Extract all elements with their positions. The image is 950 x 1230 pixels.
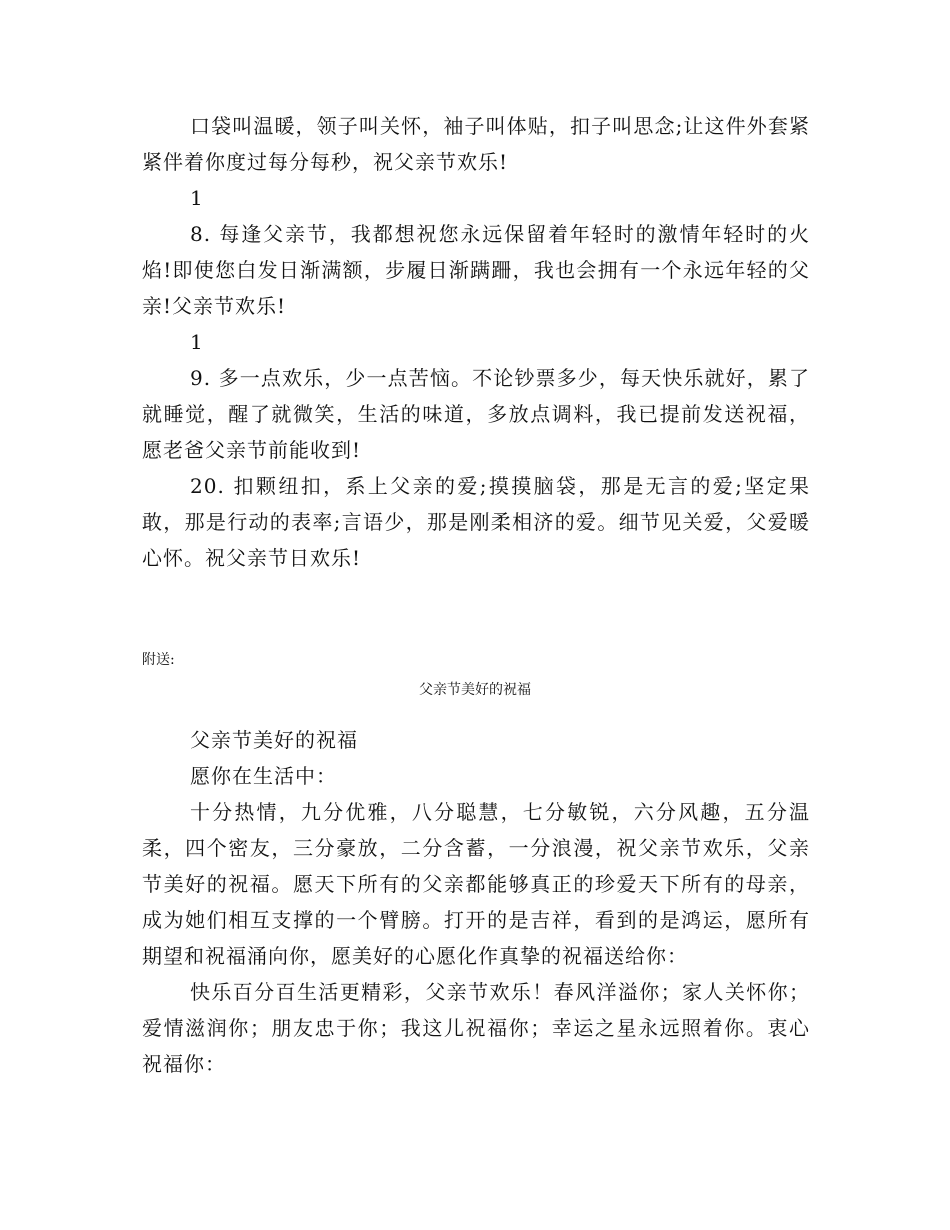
page-number-2: 1 xyxy=(190,330,203,354)
bottom-subheading: 愿你在生活中： xyxy=(190,764,337,788)
paragraph-happy: 快乐百分百生活更精彩，父亲节欢乐！春风洋溢你；家人关怀你；爱情滋润你；朋友忠于你；我这儿祝福你；幸运之星永远照着你。衷心祝福你： xyxy=(142,980,810,1076)
paragraph-20: 20. 扣颗纽扣，系上父亲的爱;摸摸脑袋，那是无言的爱;坚定果敢，那是行动的表率;言语少，那是刚柔相济的爱。细节见关爱，父爱暖心怀。祝父亲节日欢乐! xyxy=(142,474,810,570)
paragraph-coat: 口袋叫温暖，领子叫关怀，袖子叫体贴，扣子叫思念;让这件外套紧紧伴着你度过每分每秒，祝父亲节欢乐! xyxy=(142,114,810,174)
top-section xyxy=(142,108,810,576)
paragraph-9: 9. 多一点欢乐，少一点苦恼。不论钞票多少，每天快乐就好，累了就睡觉，醒了就微笑，生活的味道，多放点调料，我已提前发送祝福，愿老爸父亲节前能收到! xyxy=(142,366,810,462)
appendix-title: 父亲节美好的祝福 xyxy=(419,682,531,698)
paragraph-8: 8. 每逢父亲节，我都想祝您永远保留着年轻时的激情年轻时的火焰!即使您白发日渐满额，步履日渐蹒跚，我也会拥有一个永远年轻的父亲!父亲节欢乐! xyxy=(142,222,810,318)
paragraph-wishes: 十分热情，九分优雅，八分聪慧，七分敏锐，六分风趣，五分温柔，四个密友，三分豪放，二分含蓄，一分浪漫，祝父亲节欢乐，父亲节美好的祝福。愿天下所有的父亲都能够真正的珍爱天下所有的母亲，成为她们相互支撑的一个臂膀。打开的是吉祥，看到的是鸿运，愿所有期望和祝福涌向你，愿美好的心愿化作真挚的祝福送给你： xyxy=(142,800,810,968)
bottom-section xyxy=(142,722,810,1082)
bottom-heading: 父亲节美好的祝福 xyxy=(190,728,358,752)
appendix-label: 附送: xyxy=(142,652,175,668)
page-number-1: 1 xyxy=(190,186,203,210)
